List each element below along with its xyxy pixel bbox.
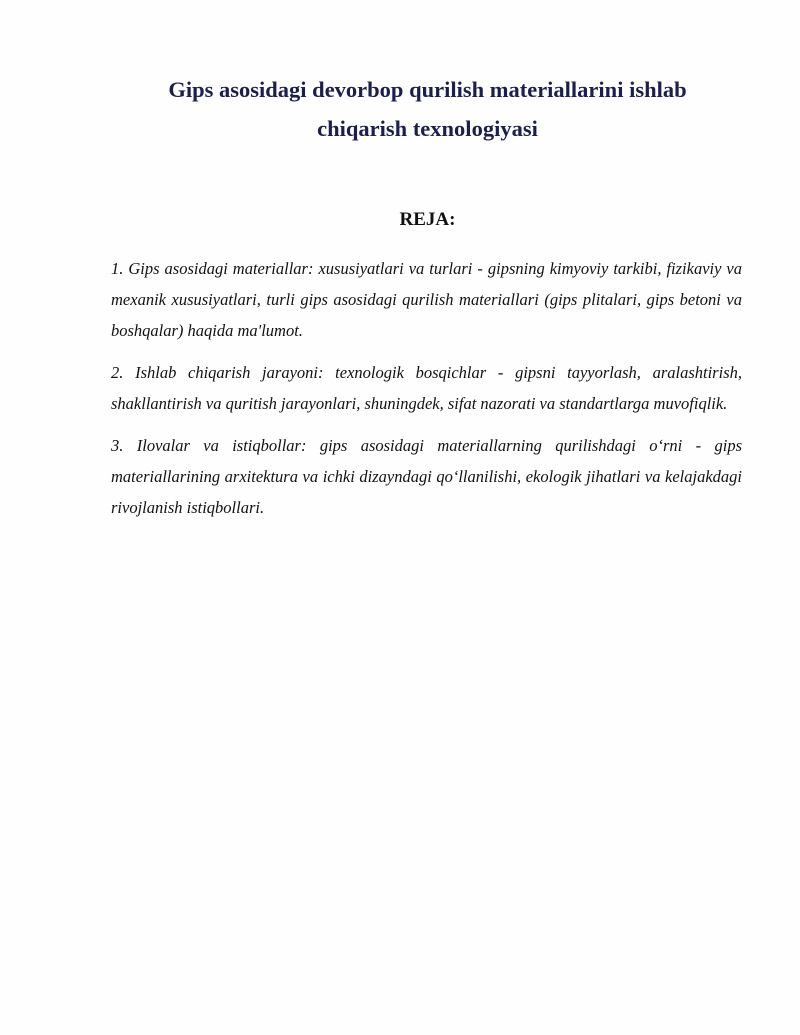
plan-item-1: 1. Gips asosidagi materiallar: xususiyatlari va turlari - gipsning kimyoviy tarkibi, fizikaviy va mexanik xususiyatlari, turli gips asosidagi qurilish materiallari (gips plitalari, gips betoni va boshqalar) haqida ma'lumot. [111,259,742,340]
plan-item-3: 3. Ilovalar va istiqbollar: gips asosidagi materiallarning qurilishdagi o‘rni - gips materiallarining arxitektura va ichki dizayndagi qo‘llanilishi, ekologik jihatlari va kelajakdagi rivojlanish istiqbollari. [111,436,742,517]
document-title-line-1: Gips asosidagi devorbop qurilish materiallarini ishlab [168,77,687,102]
plan-item-2: 2. Ishlab chiqarish jarayoni: texnologik bosqichlar - gipsni tayyorlash, aralashtirish, shakllantirish va quritish jarayonlari, shuningdek, sifat nazorati va standartlarga muvofiqlik. [111,363,742,413]
plan-list [111,253,742,534]
document-title [100,70,755,148]
document-title-line-2: chiqarish texnologiyasi [317,116,538,141]
plan-heading: REJA: [399,209,456,230]
